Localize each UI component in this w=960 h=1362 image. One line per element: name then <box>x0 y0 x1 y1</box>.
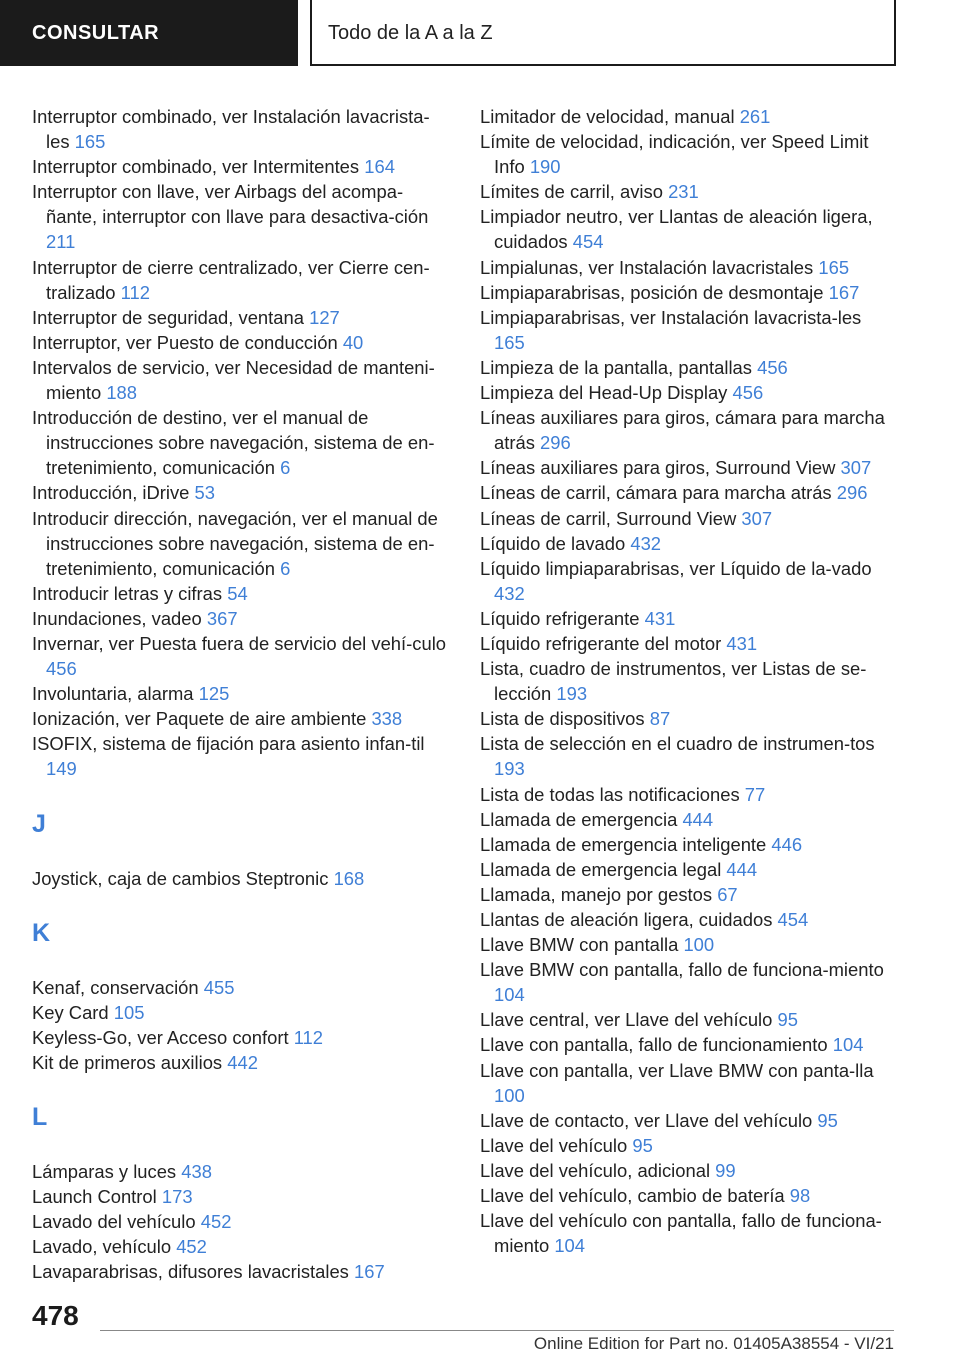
index-entry <box>480 480 896 505</box>
page-reference-link[interactable]: 456 <box>732 382 764 404</box>
index-entry <box>32 1184 452 1209</box>
index-entry <box>480 405 896 455</box>
index-entry <box>480 782 896 807</box>
index-entry <box>480 255 896 280</box>
index-entry <box>32 866 452 891</box>
index-entry-text: Llamada de emergencia <box>480 808 678 830</box>
index-entry-text: Líquido refrigerante <box>480 607 640 629</box>
page-number: 478 <box>32 1300 79 1331</box>
index-entry-text: Llave del vehículo, adicional <box>480 1159 711 1181</box>
index-entry <box>480 656 896 706</box>
page-reference-link[interactable]: 99 <box>715 1159 736 1181</box>
index-entry-text: Líneas auxiliares para giros, cámara para marcha atrás <box>480 407 885 454</box>
index-entry <box>480 280 896 305</box>
page-reference-link[interactable]: 167 <box>354 1261 385 1283</box>
index-entry <box>32 606 452 631</box>
index-entry <box>32 330 452 355</box>
index-entry-text: Llave con pantalla, fallo de funcionamiento <box>480 1034 828 1056</box>
index-column-left <box>32 104 452 1284</box>
page-reference-link[interactable]: 338 <box>371 708 403 730</box>
page-reference-link[interactable]: 455 <box>203 976 235 998</box>
index-entry-text: Líquido refrigerante del motor <box>480 632 722 654</box>
index-entry <box>480 1032 896 1057</box>
page-header <box>0 0 960 66</box>
index-entry-text: Limpieza de la pantalla, pantallas <box>480 356 752 378</box>
index-entry <box>32 154 452 179</box>
page-reference-link[interactable]: 77 <box>744 783 766 805</box>
index-entry-text: Invernar, ver Puesta fuera de servicio del vehí‐culo <box>32 632 447 654</box>
page-reference-link[interactable]: 432 <box>494 582 525 604</box>
index-entry-text: Llave del vehículo <box>480 1134 628 1156</box>
page-reference-link[interactable]: 438 <box>181 1161 212 1182</box>
footer-divider <box>100 1330 894 1331</box>
page-reference-link[interactable]: 231 <box>668 181 699 203</box>
index-entry-text: Líneas de carril, cámara para marcha atrás <box>480 482 832 504</box>
index-entry-text: Llave del vehículo con pantalla, fallo de funciona‐miento <box>480 1210 882 1257</box>
index-entry <box>480 104 896 129</box>
index-letter-heading: L <box>32 1103 48 1131</box>
index-entry-text: Líquido limpiaparabrisas, ver Líquido de la‐vado <box>480 557 872 579</box>
page-reference-link[interactable]: 40 <box>342 331 364 353</box>
page-reference-link[interactable]: 367 <box>206 607 238 629</box>
index-entry <box>480 706 896 731</box>
page-reference-link[interactable]: 67 <box>717 883 738 905</box>
index-entry-text: Llamada de emergencia inteligente <box>480 833 767 855</box>
index-entry <box>480 556 896 606</box>
index-entry-text: Lista, cuadro de instrumentos, ver Listas de se‐lección <box>480 658 867 705</box>
index-entry-text: Lavaparabrisas, difusores lavacristales <box>32 1261 349 1283</box>
index-entry-text: Limpieza del Head-Up Display <box>480 382 728 404</box>
page-reference-link[interactable]: 188 <box>106 382 138 404</box>
index-entry <box>32 1050 452 1075</box>
index-entry <box>32 1159 452 1184</box>
index-entry-text: Involuntaria, alarma <box>32 683 194 705</box>
page-reference-link[interactable]: 190 <box>529 156 561 178</box>
index-entry-text: Introducción, iDrive <box>32 482 190 504</box>
chapter-title: Todo de la A a la Z <box>310 0 896 66</box>
index-entry-text: Inundaciones, vadeo <box>32 607 202 629</box>
index-entry-text: Llamada de emergencia legal <box>480 858 722 880</box>
index-entry <box>32 731 452 781</box>
page-reference-link[interactable]: 444 <box>682 808 714 830</box>
index-entry-text: Interruptor de seguridad, ventana <box>32 306 304 328</box>
index-entry-text: Limitador de velocidad, manual <box>480 106 735 127</box>
index-entry <box>480 506 896 531</box>
page-reference-link[interactable]: 431 <box>726 632 758 654</box>
page-reference-link[interactable]: 6 <box>280 457 291 479</box>
index-entry-text: Limpiaparabrisas, ver Instalación lavacrista‐les <box>480 306 862 328</box>
index-entry <box>480 731 896 781</box>
index-entry-text: Interruptor combinado, ver Instalación lavacrista‐les <box>32 106 430 153</box>
index-entry-text: Lista de todas las notificaciones <box>480 783 740 805</box>
page-reference-link[interactable]: 100 <box>494 1084 525 1106</box>
index-entry-text: Interruptor combinado, ver Intermitentes <box>32 156 360 178</box>
page-reference-link[interactable]: 193 <box>494 758 525 780</box>
index-entry <box>32 975 452 1000</box>
index-entry-text: Lista de selección en el cuadro de instrumen‐tos <box>480 733 875 755</box>
page-reference-link[interactable]: 87 <box>649 708 671 730</box>
index-entry <box>480 857 896 882</box>
page-reference-link[interactable]: 211 <box>46 231 76 253</box>
index-entry-text: Lavado, vehículo <box>32 1236 172 1258</box>
index-entry-text: Key Card <box>32 1001 109 1023</box>
index-entry <box>32 480 452 505</box>
index-entry <box>480 1133 896 1158</box>
page-reference-link[interactable]: 164 <box>364 156 395 178</box>
index-entry <box>480 807 896 832</box>
index-entry-text: Ionización, ver Paquete de aire ambiente <box>32 708 367 730</box>
index-entry-text: Llave del vehículo, cambio de batería <box>480 1185 785 1207</box>
index-entry-text: Lámparas y luces <box>32 1161 177 1182</box>
index-entry <box>480 179 896 204</box>
index-entry-text: Llamada, manejo por gestos <box>480 883 713 905</box>
edition-note: Online Edition for Part no. 01405A38554 - VI/21 <box>533 1334 894 1353</box>
page-reference-link[interactable]: 193 <box>556 683 588 705</box>
page-reference-link[interactable]: 446 <box>771 833 803 855</box>
page-reference-link[interactable]: 112 <box>120 281 150 303</box>
page-reference-link[interactable]: 95 <box>777 1009 798 1031</box>
index-entry-text: Interruptor con llave, ver Airbags del acompa‐ñante, interruptor con llave para desactiva‐ción <box>32 181 429 228</box>
index-entry <box>480 305 896 355</box>
index-entry-text: Lista de dispositivos <box>480 708 645 730</box>
index-entry <box>32 631 452 681</box>
page-reference-link[interactable]: 100 <box>683 934 715 956</box>
index-entry <box>480 832 896 857</box>
index-entry-text: Introducir dirección, navegación, ver el manual de instrucciones sobre navegación, sistema de en‐tretenimiento, comunicación <box>32 507 438 579</box>
index-entry <box>32 104 452 154</box>
index-entry-text: ISOFIX, sistema de fijación para asiento infan‐til <box>32 733 425 755</box>
page-reference-link[interactable]: 296 <box>540 432 571 454</box>
index-entry-text: Kenaf, conservación <box>32 976 199 998</box>
page-reference-link[interactable]: 165 <box>74 131 106 153</box>
page-reference-link[interactable]: 456 <box>757 356 788 378</box>
index-entry-text: Límite de velocidad, indicación, ver Speed Limit Info <box>480 131 869 178</box>
index-entry-text: Llave central, ver Llave del vehículo <box>480 1009 773 1031</box>
index-entry <box>32 1259 452 1284</box>
page-reference-link[interactable]: 168 <box>333 867 365 889</box>
index-entry <box>32 255 452 305</box>
page-reference-link[interactable]: 165 <box>818 256 850 278</box>
index-entry <box>480 1183 896 1208</box>
index-entry-text: Líquido de lavado <box>480 532 626 554</box>
index-entry <box>32 179 452 254</box>
index-entry-text: Llave BMW con pantalla <box>480 934 679 956</box>
index-entry <box>32 506 452 581</box>
index-entry <box>480 606 896 631</box>
index-entry-text: Intervalos de servicio, ver Necesidad de manteni‐miento <box>32 356 435 404</box>
index-entry-text: Llantas de aleación ligera, cuidados <box>480 909 773 930</box>
page-reference-link[interactable]: 6 <box>280 557 291 579</box>
index-entry <box>480 932 896 957</box>
page-reference-link[interactable]: 149 <box>46 758 77 780</box>
page-reference-link[interactable]: 452 <box>200 1211 232 1233</box>
index-entry-text: Introducción de destino, ver el manual de instrucciones sobre navegación, sistema de en‐tretenimiento, comunicación <box>32 407 435 479</box>
page-reference-link[interactable]: 127 <box>309 306 340 328</box>
page-reference-link[interactable]: 54 <box>227 582 248 604</box>
index-entry <box>32 681 452 706</box>
index-entry-text: Launch Control <box>32 1186 157 1208</box>
page-reference-link[interactable]: 452 <box>176 1236 207 1258</box>
page-reference-link[interactable]: 442 <box>227 1051 258 1073</box>
index-entry <box>480 957 896 1007</box>
index-entry <box>32 355 452 405</box>
index-entry-text: Llave BMW con pantalla, fallo de funciona‐miento <box>480 959 884 981</box>
index-entry-text: Keyless-Go, ver Acceso confort <box>32 1026 289 1048</box>
page-reference-link[interactable]: 104 <box>832 1034 864 1056</box>
page-reference-link[interactable]: 95 <box>817 1109 838 1131</box>
index-entry <box>480 531 896 556</box>
page-reference-link[interactable]: 167 <box>828 281 860 303</box>
index-entry <box>480 1108 896 1133</box>
index-entry-text: Introducir letras y cifras <box>32 582 223 604</box>
index-entry <box>32 405 452 480</box>
index-letter-heading: J <box>32 809 46 838</box>
page-reference-link[interactable]: 431 <box>644 607 676 629</box>
index-column-right <box>480 104 896 1258</box>
page-reference-link[interactable]: 296 <box>836 482 868 504</box>
page-reference-link[interactable]: 112 <box>293 1026 324 1048</box>
index-entry-text: Interruptor de cierre centralizado, ver Cierre cen‐tralizado <box>32 256 430 303</box>
page-reference-link[interactable]: 444 <box>726 858 758 880</box>
index-entry <box>480 380 896 405</box>
index-entry-text: Joystick, caja de cambios Steptronic <box>32 867 329 889</box>
index-entry <box>480 907 896 932</box>
index-entry <box>32 1234 452 1259</box>
index-entry <box>32 581 452 606</box>
page-reference-link[interactable]: 454 <box>572 231 604 253</box>
page-reference-link[interactable]: 165 <box>494 331 525 353</box>
index-entry-text: Llave con pantalla, ver Llave BMW con panta‐lla <box>480 1059 874 1081</box>
index-entry <box>480 631 896 656</box>
index-entry-text: Limpiador neutro, ver Llantas de aleación ligera, cuidados <box>480 206 873 253</box>
index-entry <box>480 355 896 380</box>
index-entry-text: Llave de contacto, ver Llave del vehículo <box>480 1109 813 1131</box>
page-reference-link[interactable]: 432 <box>630 532 662 554</box>
index-entry <box>480 1058 896 1108</box>
index-entry-text: Límites de carril, aviso <box>480 181 663 203</box>
index-entry <box>480 1208 896 1258</box>
index-entry <box>32 1209 452 1234</box>
page-reference-link[interactable]: 95 <box>632 1134 653 1156</box>
page-reference-link[interactable]: 456 <box>46 658 77 680</box>
page-reference-link[interactable]: 307 <box>741 507 773 529</box>
page-reference-link[interactable]: 173 <box>161 1186 193 1208</box>
index-entry <box>480 129 896 179</box>
page-reference-link[interactable]: 105 <box>113 1001 145 1023</box>
index-entry <box>32 305 452 330</box>
page-reference-link[interactable]: 104 <box>554 1235 586 1257</box>
index-entry-text: Líneas auxiliares para giros, Surround View <box>480 457 836 479</box>
page-reference-link[interactable]: 454 <box>777 909 809 930</box>
page-reference-link[interactable]: 125 <box>198 683 230 705</box>
page-reference-link[interactable]: 53 <box>194 482 216 504</box>
index-entry <box>32 706 452 731</box>
index-letter-heading: K <box>32 918 51 947</box>
index-entry-text: Lavado del vehículo <box>32 1211 196 1233</box>
index-entry <box>480 204 896 254</box>
index-entry <box>32 1000 452 1025</box>
page-reference-link[interactable]: 104 <box>494 984 525 1006</box>
section-tab: CONSULTAR <box>0 0 298 66</box>
index-entry-text: Limpiaparabrisas, posición de desmontaje <box>480 281 824 303</box>
index-entry <box>480 1158 896 1183</box>
index-entry <box>32 1025 452 1050</box>
index-entry-text: Limpialunas, ver Instalación lavacristales <box>480 256 814 278</box>
index-entry-text: Kit de primeros auxilios <box>32 1051 223 1073</box>
index-entry-text: Líneas de carril, Surround View <box>480 507 737 529</box>
index-entry <box>480 1007 896 1032</box>
page-reference-link[interactable]: 307 <box>840 457 872 479</box>
page-reference-link[interactable]: 98 <box>789 1185 811 1207</box>
index-entry <box>480 882 896 907</box>
page-reference-link[interactable]: 261 <box>739 106 771 127</box>
index-entry <box>480 455 896 480</box>
index-entry-text: Interruptor, ver Puesto de conducción <box>32 331 338 353</box>
